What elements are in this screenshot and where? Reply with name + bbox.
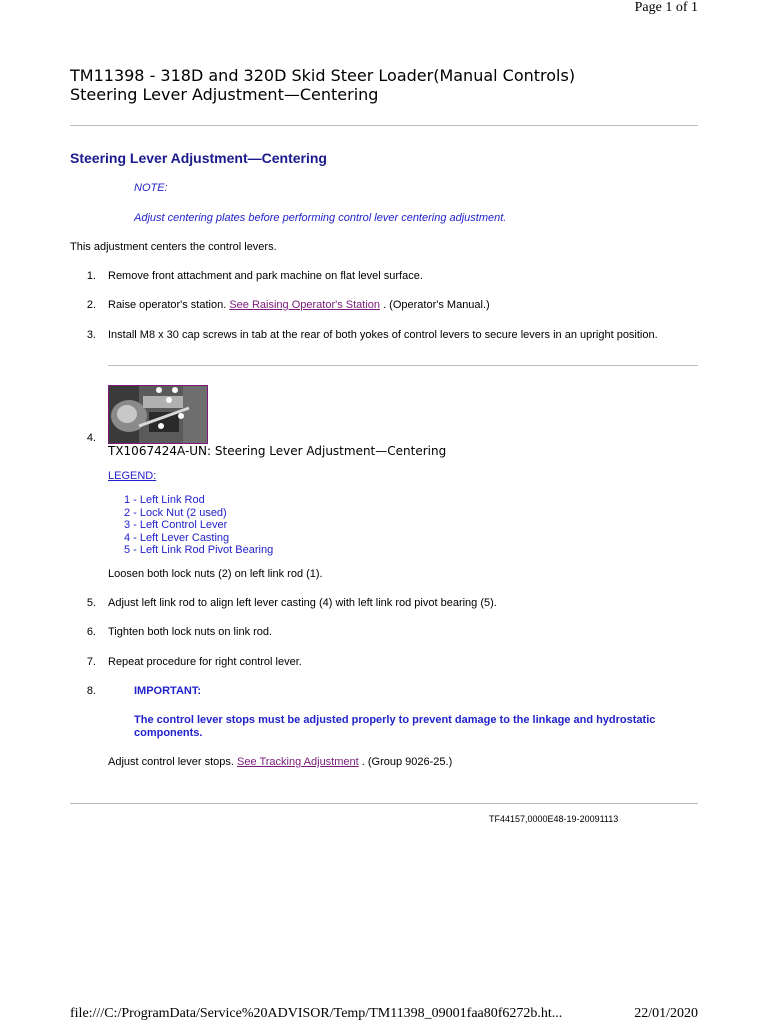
legend-item: 5 - Left Link Rod Pivot Bearing <box>124 544 274 556</box>
adjust-stops-text <box>108 756 452 768</box>
figure-image <box>109 386 207 443</box>
step-number: 2. <box>86 299 96 311</box>
adjust-stops-post: . (Group 9026-25.) <box>358 756 453 768</box>
important-label: IMPORTANT: <box>134 685 202 697</box>
legend-item: 4 - Left Lever Casting <box>124 531 230 544</box>
important-text: The control lever stops must be adjusted properly to prevent damage to the linkage and hydrostatic components. <box>134 714 656 739</box>
legend-item: 3 - Left Control Lever <box>124 519 228 531</box>
legend-item: 1 - Left Link Rod <box>124 494 205 506</box>
step-text-pre: Raise operator's station. <box>108 299 230 311</box>
title-line-2: Steering Lever Adjustment—Centering <box>70 85 379 104</box>
step-text: Install M8 x 30 cap screws in tab at the rear of both yokes of control levers to secure levers in an upright position. <box>108 329 658 341</box>
step-number: 4. <box>86 432 96 444</box>
loosen-text: Loosen both lock nuts (2) on left link rod (1). <box>108 568 323 580</box>
step-number: 5. <box>86 597 96 609</box>
step-text: Remove front attachment and park machine on flat level surface. <box>108 270 423 282</box>
divider-bottom <box>70 803 698 804</box>
legend-label: LEGEND: <box>108 470 157 482</box>
note-text: Adjust centering plates before performing control lever centering adjustment. <box>134 212 507 224</box>
section-heading: Steering Lever Adjustment—Centering <box>70 150 327 166</box>
page-number: Page 1 of 1 <box>634 0 698 15</box>
document-title <box>70 66 575 104</box>
raising-operators-station-link[interactable]: See Raising Operator's Station <box>229 299 381 311</box>
divider-figure <box>108 365 698 366</box>
figure-thumbnail[interactable] <box>108 385 208 444</box>
footer-file-path: file:///C:/ProgramData/Service%20ADVISOR/Temp/TM11398_09001faa80f6272b.ht... <box>70 1006 563 1021</box>
legend-item: 2 - Lock Nut (2 used) <box>124 506 227 519</box>
step-number: 8. <box>86 685 96 697</box>
figure-caption: TX1067424A-UN: Steering Lever Adjustment—Centering <box>108 444 447 458</box>
title-line-1: TM11398 - 318D and 320D Skid Steer Loader(Manual Controls) <box>70 66 576 85</box>
step-number: 7. <box>86 656 96 668</box>
tracking-adjustment-link[interactable]: See Tracking Adjustment <box>237 756 359 768</box>
note-label: NOTE: <box>134 182 168 194</box>
adjust-stops-pre: Adjust control lever stops. <box>108 756 238 768</box>
step-number: 3. <box>86 329 96 341</box>
legend-list <box>124 494 273 557</box>
step-text: Adjust left link rod to align left lever casting (4) with left link rod pivot bearing (5). <box>108 597 497 609</box>
divider-top <box>70 125 698 126</box>
document-id: TF44157,0000E48-19-20091113 <box>489 814 619 824</box>
step-text: Tighten both lock nuts on link rod. <box>108 626 273 638</box>
footer-date: 22/01/2020 <box>634 1006 698 1021</box>
step-text-post: . (Operator's Manual.) <box>380 299 490 311</box>
step-text: Repeat procedure for right control lever. <box>108 656 302 668</box>
step-text <box>108 299 490 311</box>
intro-text: This adjustment centers the control levers. <box>70 241 277 253</box>
step-number: 6. <box>86 626 96 638</box>
step-number: 1. <box>86 270 96 282</box>
